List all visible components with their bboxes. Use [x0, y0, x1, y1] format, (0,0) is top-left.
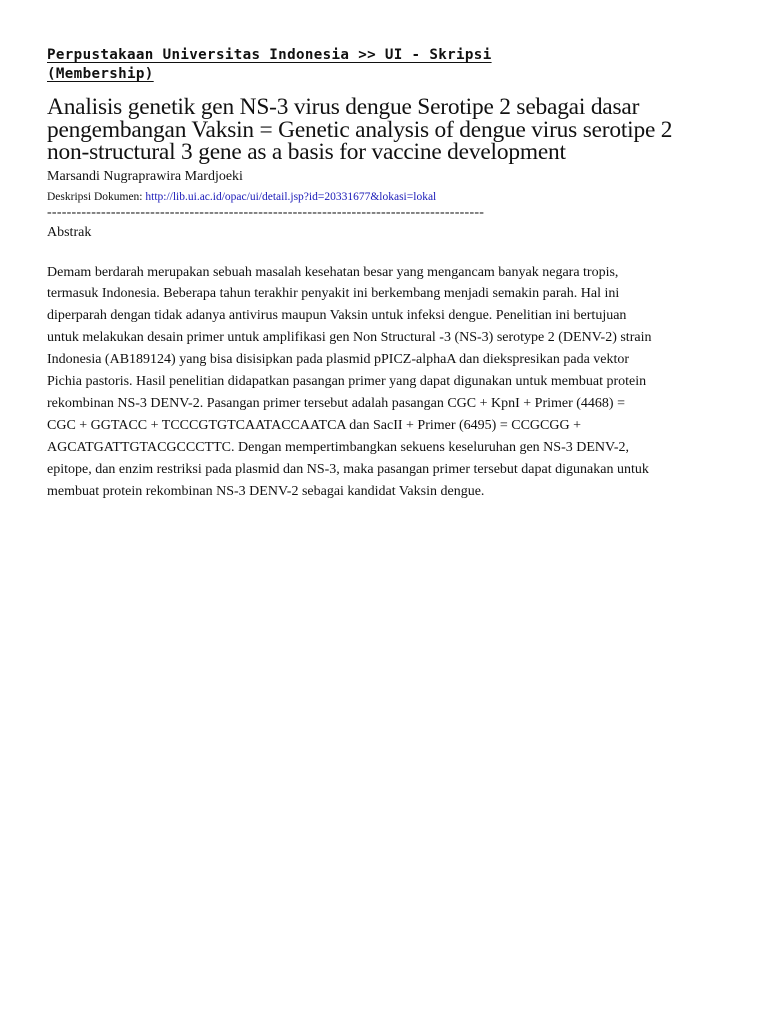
document-title: [47, 96, 707, 164]
abstract-line: epitope, dan enzim restriksi pada plasmid dan NS-3, maka pasangan primer tersebut dapat digunakan untuk: [47, 461, 649, 477]
abstract-line: untuk melakukan desain primer untuk amplifikasi gen Non Structural -3 (NS-3) serotype 2 (DENV-2) strain: [47, 330, 652, 346]
abstract-line: Indonesia (AB189124) yang bisa disisipkan pada plasmid pPICZ-alphaA dan diekspresikan pada vektor: [47, 352, 630, 368]
document-description: [47, 190, 707, 205]
title-line: Analisis genetik gen NS-3 virus dengue Serotipe 2 sebagai dasar: [47, 94, 640, 120]
breadcrumb-link[interactable]: [47, 46, 592, 84]
breadcrumb-line-1[interactable]: Perpustakaan Universitas Indonesia >> UI - Skripsi: [47, 47, 492, 63]
title-line: non-structural 3 gene as a basis for vaccine development: [47, 139, 566, 165]
abstract-heading: Abstrak: [47, 224, 92, 240]
abstract-line: CGC + GGTACC + TCCCGTGTCAATACCAATCA dan SacII + Primer (6495) = CCGCGG +: [47, 417, 581, 433]
description-label: Deskripsi Dokumen:: [47, 190, 143, 203]
document-page: [47, 46, 707, 502]
abstract-line: AGCATGATTGTACGCCCTTC. Dengan mempertimbangkan sekuens keseluruhan gen NS-3 DENV-2,: [47, 439, 629, 455]
description-link[interactable]: http://lib.ui.ac.id/opac/ui/detail.jsp?id=20331677&lokasi=lokal: [145, 190, 437, 203]
abstract-line: diperparah dengan tidak adanya antivirus maupun Vaksin untuk infeksi dengue. Penelitian ini bertujuan: [47, 308, 627, 324]
abstract-line: rekombinan NS-3 DENV-2. Pasangan primer tersebut adalah pasangan CGC + KpnI + Primer (4468) =: [47, 395, 625, 411]
abstract-line: termasuk Indonesia. Beberapa tahun terakhir penyakit ini berkembang menjadi semakin parah. Hal ini: [47, 286, 620, 302]
title-line: pengembangan Vaksin = Genetic analysis of dengue virus serotipe 2: [47, 116, 673, 143]
breadcrumb-line-2[interactable]: (Membership): [47, 66, 154, 82]
abstract-line: Demam berdarah merupakan sebuah masalah kesehatan besar yang mengancam banyak negara tropis,: [47, 264, 619, 280]
abstract-body: [47, 262, 707, 503]
author-name: Marsandi Nugraprawira Mardjoeki: [47, 168, 243, 184]
abstract-line: membuat protein rekombinan NS-3 DENV-2 sebagai kandidat Vaksin dengue.: [47, 483, 485, 499]
dashed-divider: -----------------------------------------------------------------------------------------: [47, 204, 485, 220]
abstract-line: Pichia pastoris. Hasil penelitian didapatkan pasangan primer yang dapat digunakan untuk membuat protein: [47, 374, 647, 390]
